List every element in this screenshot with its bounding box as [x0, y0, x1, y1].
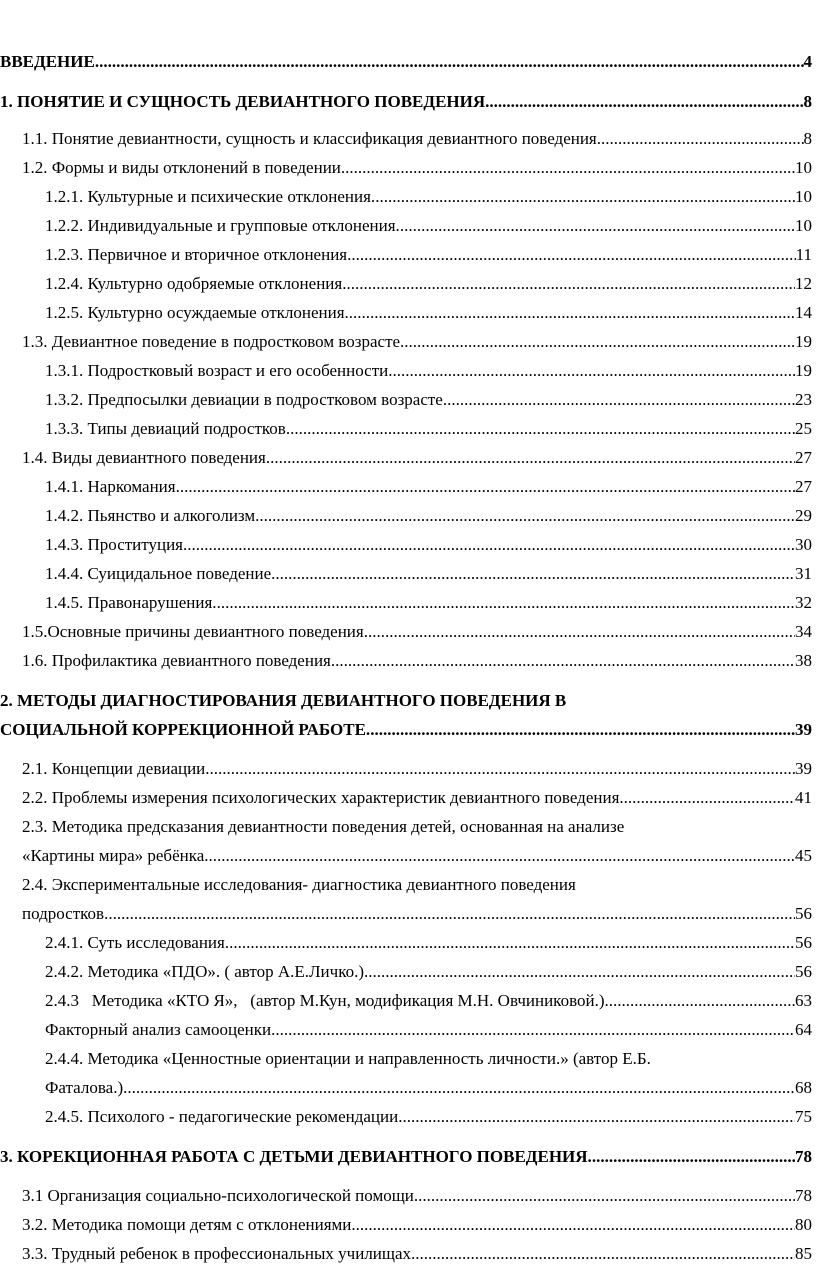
- toc-entry-title: 1.2.2. Индивидуальные и групповые отклонения.: [45, 216, 400, 235]
- toc-entry-page: 39: [795, 720, 812, 739]
- toc-entry-page: 19: [795, 332, 812, 351]
- toc-entry-page: 64: [795, 1020, 812, 1039]
- toc-entry-title: 1.5.Основные причины девиантного поведения.: [22, 622, 368, 641]
- toc-entry-title: 1.3.2. Предпосылки девиации в подростковом возрасте: [45, 390, 443, 409]
- toc-entry-page: 56: [795, 904, 812, 923]
- toc-dot-leader: [402, 1104, 795, 1130]
- toc-dot-leader: [368, 959, 795, 985]
- toc-entry-page: 68: [795, 1078, 812, 1097]
- toc-entry[interactable]: [0, 1144, 816, 1170]
- toc-entry-title: 2.4.5. Психолого - педагогические рекомендации.: [45, 1107, 403, 1126]
- toc-entry[interactable]: [0, 959, 816, 985]
- toc-entry-title: 1.2.1. Культурные и психические отклонения.: [45, 187, 376, 206]
- toc-entry[interactable]: [0, 1104, 816, 1130]
- toc-entry-page: 11: [795, 245, 812, 264]
- toc-dot-leader: [375, 184, 795, 210]
- toc-dot-leader: [345, 155, 795, 181]
- toc-entry-title-line1: 2. МЕТОДЫ ДИАГНОСТИРОВАНИЯ ДЕВИАНТНОГО ПОВЕДЕНИЯ В: [0, 691, 567, 710]
- toc-entry-page: 14: [795, 303, 812, 322]
- toc-dot-leader: [592, 1144, 795, 1170]
- toc-dot-leader: [605, 988, 796, 1014]
- toc-entry[interactable]: [0, 785, 816, 811]
- toc-entry-page: 29: [795, 506, 812, 525]
- toc-entry-title: 3.2. Методика помощи детям с отклонениями: [22, 1215, 352, 1234]
- toc-dot-leader: [370, 717, 795, 743]
- toc-entry-title: 1.2.4. Культурно одобряемые отклонения: [45, 274, 343, 293]
- toc-dot-leader: [331, 648, 795, 674]
- toc-entry-page: 10: [795, 158, 812, 177]
- toc-entry-title: 1.2. Формы и виды отклонений в поведении.: [22, 158, 346, 177]
- toc-entry-title: 1. ПОНЯТИЕ И СУЩНОСТЬ ДЕВИАНТНОГО ПОВЕДЕНИЯ.: [0, 92, 490, 111]
- toc-entry-page: 56: [795, 933, 812, 952]
- toc-entry-title: 1.2.3. Первичное и вторичное отклонения.: [45, 245, 352, 264]
- toc-entry-title: 2.4.1. Суть исследования.: [45, 933, 230, 952]
- toc-dot-leader: [99, 49, 803, 75]
- toc-dot-leader: [275, 1017, 795, 1043]
- toc-dot-leader: [349, 300, 795, 326]
- toc-entry-title: 1.4.4. Суицидальное поведение.: [45, 564, 276, 583]
- toc-dot-leader: [400, 213, 795, 239]
- toc-dot-leader: [229, 930, 795, 956]
- toc-dot-leader: [286, 416, 795, 442]
- toc-entry-page: 31: [795, 564, 812, 583]
- toc-entry[interactable]: [0, 358, 816, 384]
- toc-entry-title: 2.4.3 Методика «КТО Я», (автор М.Кун, модификация М.Н. Овчиниковой.): [45, 991, 605, 1010]
- toc-entry[interactable]: [0, 329, 816, 355]
- toc-entry[interactable]: [0, 988, 816, 1014]
- toc-entry-page: 63: [795, 991, 812, 1010]
- toc-dot-leader: [209, 843, 795, 869]
- toc-dot-leader: [217, 590, 795, 616]
- toc-entry[interactable]: [0, 1017, 816, 1043]
- toc-entry-page: 78: [795, 1147, 812, 1166]
- toc-entry[interactable]: [0, 126, 816, 152]
- toc-entry-page: 10: [795, 216, 812, 235]
- toc-entry-page: 27: [795, 477, 812, 496]
- toc-dot-leader: [418, 1183, 795, 1209]
- toc-entry-page: 85: [795, 1244, 812, 1263]
- toc-entry[interactable]: [0, 930, 816, 956]
- toc-entry-page: 34: [795, 622, 812, 641]
- toc-entry-page: 8: [803, 129, 812, 148]
- toc-entry[interactable]: [0, 503, 816, 529]
- toc-dot-leader: [270, 445, 795, 471]
- toc-entry-page: 75: [795, 1107, 812, 1126]
- toc-entry-title: 1.3.1. Подростковый возраст и его особенности: [45, 361, 389, 380]
- toc-entry-page: 25: [795, 419, 812, 438]
- toc-entry-title: 1.4. Виды девиантного поведения.: [22, 448, 271, 467]
- toc-entry-title: Факторный анализ самооценки.: [45, 1020, 276, 1039]
- toc-entry-title: 1.6. Профилактика девиантного поведения: [22, 651, 331, 670]
- toc-entry-page: 41: [795, 788, 812, 807]
- toc-entry-title: 2.1. Концепции девиации.: [22, 759, 210, 778]
- toc-entry[interactable]: [0, 155, 816, 181]
- toc-dot-leader: [275, 561, 795, 587]
- toc-entry[interactable]: [0, 300, 816, 326]
- toc-dot-leader: [210, 756, 795, 782]
- toc-dot-leader: [601, 126, 803, 152]
- toc-entry-title: 3. КОРЕКЦИОННАЯ РАБОТА С ДЕТЬМИ ДЕВИАНТНОГО ПОВЕДЕНИЯ.: [0, 1147, 592, 1166]
- toc-entry-page: 10: [795, 187, 812, 206]
- toc-dot-leader: [411, 1241, 795, 1267]
- toc-dot-leader: [180, 474, 795, 500]
- toc-entry-page: 78: [795, 1186, 812, 1205]
- toc-dot-leader: [259, 503, 795, 529]
- toc-entry-page: 80: [795, 1215, 812, 1234]
- toc-entry[interactable]: [0, 619, 816, 645]
- toc-entry-title: 2.2. Проблемы измерения психологических характеристик девиантного поведения.: [22, 788, 624, 807]
- toc-dot-leader: [108, 901, 795, 927]
- toc-entry[interactable]: [0, 648, 816, 674]
- toc-entry-title: 1.4.2. Пьянство и алкоголизм.: [45, 506, 260, 525]
- toc-entry-page: 8: [803, 92, 812, 111]
- toc-entry-page: 56: [795, 962, 812, 981]
- toc-entry[interactable]: [0, 89, 816, 115]
- toc-entry[interactable]: [0, 445, 816, 471]
- toc-entry-title: 1.4.3. Проституция.: [45, 535, 188, 554]
- toc-entry[interactable]: [0, 416, 816, 442]
- toc-entry-page: 27: [795, 448, 812, 467]
- toc-entry[interactable]: [0, 1212, 816, 1238]
- toc-entry-title: 1.1. Понятие девиантности, сущность и классификация девиантного поведения.: [22, 129, 602, 148]
- toc-entry-title-line1: 2.3. Методика предсказания девиантности поведения детей, основанная на анализе: [22, 817, 625, 836]
- toc-entry[interactable]: [0, 756, 816, 782]
- toc-entry[interactable]: [0, 901, 816, 927]
- toc-entry[interactable]: [0, 49, 816, 75]
- toc-entry[interactable]: [0, 532, 816, 558]
- toc-entry[interactable]: [0, 561, 816, 587]
- toc-dot-leader: [443, 387, 795, 413]
- toc-entry-page: 38: [795, 651, 812, 670]
- toc-entry-title: 3.3. Трудный ребенок в профессиональных училищах: [22, 1244, 412, 1263]
- toc-entry-title: Фаталова.).: [45, 1078, 128, 1097]
- toc-entry[interactable]: [0, 1183, 816, 1209]
- toc-dot-leader: [351, 242, 795, 268]
- toc-dot-leader: [351, 1212, 795, 1238]
- toc-entry-page: 23: [795, 390, 812, 409]
- toc-dot-leader: [624, 785, 795, 811]
- toc-entry-page: 4: [803, 52, 812, 71]
- toc-entry[interactable]: [0, 271, 816, 297]
- toc-entry-title-line1: 2.4.4. Методика «Ценностные ориентации и направленность личности.» (автор Е.Б.: [45, 1049, 651, 1068]
- toc-entry[interactable]: [0, 717, 816, 743]
- toc-dot-leader: [187, 532, 795, 558]
- toc-entry-page: 30: [795, 535, 812, 554]
- toc-dot-leader: [127, 1075, 795, 1101]
- toc-entry-title: ВВЕДЕНИЕ.: [0, 52, 100, 71]
- toc-entry-page: 32: [795, 593, 812, 612]
- toc-entry-page: 12: [795, 274, 812, 293]
- toc-entry[interactable]: [0, 1241, 816, 1267]
- toc-dot-leader: [489, 89, 803, 115]
- toc-entry-title: подростков.: [22, 904, 109, 923]
- toc-entry-title: 1.4.5. Правонарушения.: [45, 593, 217, 612]
- toc-dot-leader: [342, 271, 795, 297]
- toc-entry-title: 1.2.5. Культурно осуждаемые отклонения.: [45, 303, 349, 322]
- toc-entry[interactable]: [0, 843, 816, 869]
- toc-entry[interactable]: [0, 184, 816, 210]
- toc-entry-title: 1.3.3. Типы девиаций подростков: [45, 419, 286, 438]
- toc-entry-title: 1.4.1. Наркомания.: [45, 477, 180, 496]
- toc-entry[interactable]: [0, 590, 816, 616]
- toc-entry[interactable]: [0, 213, 816, 239]
- toc-entry-title: 1.3. Девиантное поведение в подростковом возрасте.: [22, 332, 405, 351]
- toc-entry[interactable]: [0, 387, 816, 413]
- toc-entry-title-line1: 2.4. Экспериментальные исследования- диагностика девиантного поведения: [22, 875, 576, 894]
- toc-entry-page: 39: [795, 759, 812, 778]
- toc-entry[interactable]: [0, 242, 816, 268]
- toc-entry[interactable]: [0, 474, 816, 500]
- toc-entry-page: 45: [795, 846, 812, 865]
- toc-entry-title: «Картины мира» ребёнка.: [22, 846, 209, 865]
- toc-dot-leader: [404, 329, 795, 355]
- toc-entry-title: 2.4.2. Методика «ПДО». ( автор А.Е.Личко.).: [45, 962, 369, 981]
- toc-entry-title: 3.1 Организация социально-психологической помощи.: [22, 1186, 419, 1205]
- toc-entry-page: 19: [795, 361, 812, 380]
- toc-entry-title: СОЦИАЛЬНОЙ КОРРЕКЦИОННОЙ РАБОТЕ.: [0, 720, 371, 739]
- toc-dot-leader: [388, 358, 795, 384]
- toc-entry[interactable]: [0, 1075, 816, 1101]
- toc-dot-leader: [368, 619, 795, 645]
